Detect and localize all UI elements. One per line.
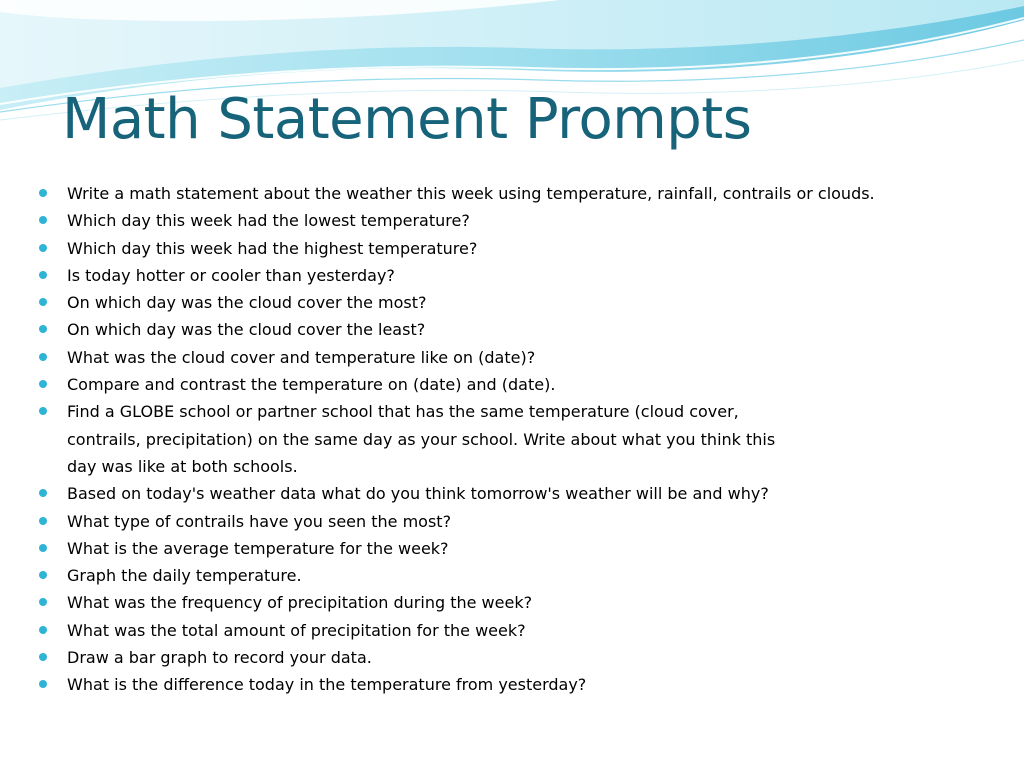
bullet-item: [67, 671, 1007, 698]
bullet-dot-icon: [39, 571, 47, 579]
bullet-item: [67, 316, 1007, 343]
bullet-item: [67, 262, 1007, 289]
bullet-text: Based on today's weather data what do you think tomorrow's weather will be and why?: [67, 484, 769, 504]
bullet-item: [67, 617, 1007, 644]
slide-title: Math Statement Prompts: [62, 87, 752, 152]
bullet-text: day was like at both schools.: [67, 456, 298, 476]
bullet-item: [67, 235, 1007, 262]
bullet-item: [67, 562, 1007, 589]
bullet-text: What is the difference today in the temperature from yesterday?: [67, 675, 587, 695]
bullet-text: Write a math statement about the weather this week using temperature, rainfall, contrails or clouds.: [67, 184, 875, 203]
bullet-item: [67, 371, 1007, 398]
bullet-item: [67, 398, 1007, 480]
bullet-item: [67, 344, 1007, 371]
bullet-dot-icon: [39, 189, 47, 197]
bullet-text: Which day this week had the lowest temperature?: [67, 211, 470, 231]
bullet-text: Is today hotter or cooler than yesterday?: [67, 265, 395, 285]
bullet-dot-icon: [39, 216, 47, 224]
bullet-dot-icon: [39, 298, 47, 306]
bullet-dot-icon: [39, 598, 47, 606]
bullet-dot-icon: [39, 489, 47, 497]
bullet-dot-icon: [39, 407, 47, 415]
bullet-dot-icon: [39, 325, 47, 333]
bullet-dot-icon: [39, 380, 47, 388]
bullet-text: Draw a bar graph to record your data.: [67, 648, 372, 668]
bullet-item: [67, 589, 1007, 616]
bullet-text: contrails, precipitation) on the same day as your school. Write about what you think this: [67, 429, 776, 449]
bullet-item: [67, 644, 1007, 671]
bullet-dot-icon: [39, 626, 47, 634]
bullet-text: On which day was the cloud cover the most?: [67, 293, 427, 313]
bullet-dot-icon: [39, 244, 47, 252]
bullet-text: What was the cloud cover and temperature like on (date)?: [67, 347, 536, 367]
bullet-text: Find a GLOBE school or partner school that has the same temperature (cloud cover,: [67, 402, 739, 422]
bullet-item: [67, 180, 1007, 207]
bullet-item: [67, 480, 1007, 507]
bullet-dot-icon: [39, 271, 47, 279]
bullet-text: Which day this week had the highest temperature?: [67, 238, 478, 258]
bullet-text: Compare and contrast the temperature on (date) and (date).: [67, 375, 556, 395]
bullet-text: What was the frequency of precipitation during the week?: [67, 593, 533, 613]
bullet-item: [67, 508, 1007, 535]
bullet-text: What is the average temperature for the week?: [67, 538, 449, 558]
bullet-dot-icon: [39, 653, 47, 661]
bullet-text: On which day was the cloud cover the least?: [67, 320, 426, 340]
bullet-text: What type of contrails have you seen the most?: [67, 511, 452, 531]
bullet-text: What was the total amount of precipitation for the week?: [67, 620, 526, 640]
bullet-dot-icon: [39, 517, 47, 525]
bullet-item: [67, 535, 1007, 562]
bullet-text: Graph the daily temperature.: [67, 566, 302, 586]
bullet-dot-icon: [39, 680, 47, 688]
bullet-dot-icon: [39, 544, 47, 552]
bullet-dot-icon: [39, 353, 47, 361]
bullet-item: [67, 207, 1007, 234]
bullet-list: [67, 180, 1007, 699]
bullet-item: [67, 289, 1007, 316]
